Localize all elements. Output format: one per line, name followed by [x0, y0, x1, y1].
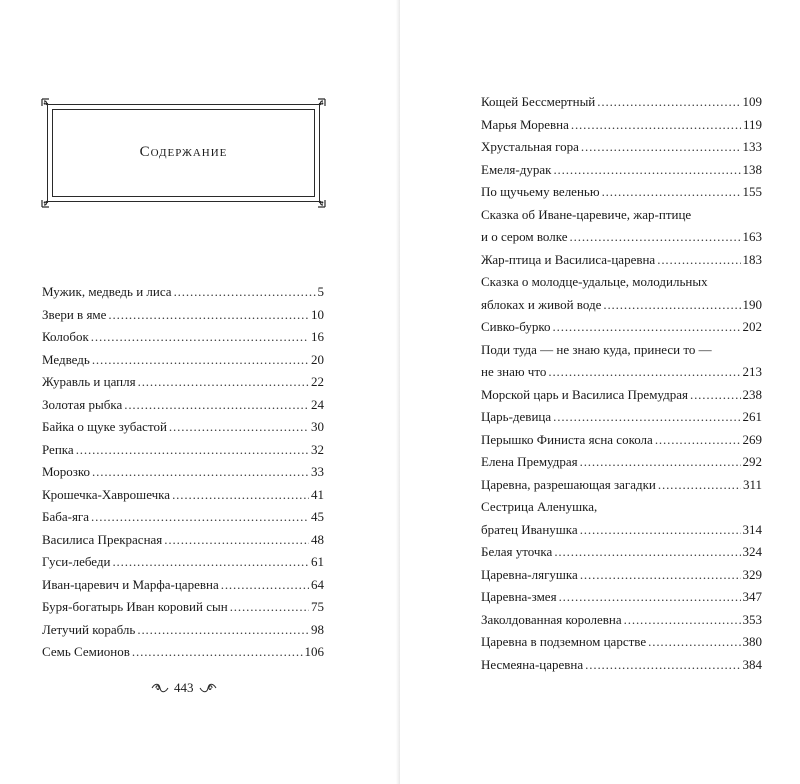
toc-entry	[42, 506, 324, 529]
toc-entry	[42, 281, 324, 304]
toc-entry	[481, 496, 762, 541]
dot-leader	[92, 461, 309, 484]
dot-leader	[91, 506, 309, 529]
toc-entry-page: 311	[742, 476, 762, 492]
dot-leader	[597, 91, 740, 114]
toc-entry	[42, 529, 324, 552]
toc-entry-title: Звери в яме	[42, 306, 107, 322]
toc-entry-title: яблоках и живой воде	[481, 296, 602, 312]
toc-entry	[481, 609, 762, 632]
toc-entry-row	[481, 631, 762, 654]
dot-leader	[571, 114, 741, 137]
toc-entry-page: 20	[311, 351, 324, 367]
toc-entry-title-line: Поди туда — не знаю куда, принеси то —	[481, 341, 712, 357]
dot-leader	[553, 316, 741, 339]
toc-entry-page: 163	[742, 229, 762, 244]
toc-entry	[481, 181, 762, 204]
toc-entry-title: Кощей Бессмертный	[481, 94, 596, 109]
toc-entry-page: 353	[742, 611, 762, 627]
toc-entry	[481, 586, 762, 609]
dot-leader	[230, 596, 309, 619]
toc-entry-row	[42, 439, 324, 462]
toc-entry-page: 138	[742, 161, 762, 177]
toc-entry-title: Баба-яга	[42, 509, 90, 524]
dot-leader	[648, 631, 740, 654]
toc-entry	[42, 641, 324, 664]
toc-entry-row	[42, 461, 324, 484]
toc-entry-title: Елена Премудрая	[481, 454, 578, 469]
dot-leader	[174, 281, 316, 304]
dot-leader	[137, 619, 309, 642]
toc-entry-row	[42, 619, 324, 642]
toc-entry	[481, 384, 762, 407]
toc-entry-row	[42, 596, 324, 619]
toc-entry-title: Летучий корабль	[42, 621, 136, 637]
toc-entry	[481, 631, 762, 654]
toc-entry-row	[481, 226, 762, 249]
dot-leader	[658, 474, 741, 497]
toc-entry	[481, 339, 762, 384]
toc-entry-page: 155	[742, 184, 762, 199]
toc-entry-title-line: Сказка о молодце-удальце, молодильных	[481, 274, 708, 289]
toc-entry-row	[42, 551, 324, 574]
corner-ornament-icon	[308, 190, 326, 208]
toc-entry-row	[481, 114, 762, 137]
toc-entry-page: 119	[742, 116, 762, 132]
corner-ornament-icon	[41, 98, 59, 116]
toc-entry	[481, 406, 762, 429]
toc-entry	[42, 439, 324, 462]
dot-leader	[91, 326, 309, 349]
toc-entry-row	[42, 484, 324, 507]
toc-entry	[42, 304, 324, 327]
toc-entry-row	[481, 181, 762, 204]
toc-entry	[42, 574, 324, 597]
toc-entry	[481, 136, 762, 159]
toc-entry-page: 292	[742, 454, 762, 469]
toc-entry	[42, 596, 324, 619]
toc-entry-row	[481, 451, 762, 474]
toc-entry-title: Заколдованная королевна	[481, 611, 622, 627]
toc-entry-row	[481, 406, 762, 429]
toc-entry-row	[481, 564, 762, 587]
dot-leader	[553, 159, 740, 182]
toc-entry	[481, 429, 762, 452]
toc-entry-row	[42, 641, 324, 664]
toc-entry-row	[481, 654, 762, 677]
toc-entry-page: 384	[742, 656, 762, 672]
toc-entry-title: Иван-царевич и Марфа-царевна	[42, 576, 219, 592]
toc-entry	[481, 114, 762, 137]
dot-leader	[581, 136, 741, 159]
toc-entry-title: Царевна-лягушка	[481, 566, 578, 582]
dot-leader	[655, 429, 741, 452]
toc-entry	[481, 204, 762, 249]
toc-entry-title: Царевна в подземном царстве	[481, 634, 647, 649]
toc-entry	[481, 654, 762, 677]
toc-entry	[42, 416, 324, 439]
toc-entry-title: Царь-девица	[481, 409, 552, 424]
flourish-left-icon	[150, 682, 170, 694]
toc-entry-title: не знаю что	[481, 364, 547, 379]
toc-entry	[42, 394, 324, 417]
dot-leader	[548, 361, 740, 384]
toc-entry	[42, 349, 324, 372]
toc-entry-title: Колобок	[42, 329, 89, 344]
toc-entry	[481, 271, 762, 316]
toc-entry-title: Царевна-змея	[481, 589, 557, 604]
toc-entry-title-line: Сестрица Аленушка,	[481, 499, 598, 514]
page-number-left	[150, 680, 218, 696]
dot-leader	[138, 371, 309, 394]
toc-entry-page: 61	[311, 554, 324, 569]
toc-entry	[42, 461, 324, 484]
toc-entry-row	[481, 361, 762, 384]
toc-entry-page: 269	[742, 431, 762, 447]
toc-entry-title: Медведь	[42, 351, 90, 367]
dot-leader	[124, 394, 309, 417]
toc-entry-page: 48	[311, 531, 324, 547]
toc-entry-title: Морской царь и Василиса Премудрая	[481, 386, 688, 402]
toc-entry-page: 109	[742, 94, 762, 109]
toc-entry-row	[481, 474, 762, 497]
toc-entry-row	[481, 316, 762, 339]
toc-entry-page: 64	[311, 576, 324, 592]
toc-entry-title: Крошечка-Хаврошечка	[42, 486, 171, 502]
toc-entry-title: Перышко Финиста ясна сокола	[481, 431, 653, 447]
toc-entry	[481, 451, 762, 474]
toc-entry	[481, 316, 762, 339]
toc-entry-page: 98	[311, 621, 324, 637]
toc-entry-title: Сивко-бурко	[481, 319, 551, 334]
toc-entry-row	[481, 541, 762, 564]
toc-entry-title: Репка	[42, 441, 74, 457]
dot-leader	[690, 384, 741, 407]
dot-leader	[570, 226, 741, 249]
toc-entry-title: Царевна, разрешающая загадки	[481, 476, 656, 492]
toc-entry-row	[42, 281, 324, 304]
toc-entry-title: Белая уточка	[481, 544, 553, 559]
toc-entry-row	[42, 506, 324, 529]
dot-leader	[580, 451, 741, 474]
toc-entry-row	[481, 91, 762, 114]
dot-leader	[580, 564, 741, 587]
toc-entry-row	[481, 429, 762, 452]
dot-leader	[169, 416, 309, 439]
toc-entry	[481, 159, 762, 182]
dot-leader	[172, 484, 309, 507]
toc-entry-title: Жар-птица и Василиса-царевна	[481, 251, 656, 267]
dot-leader	[112, 551, 309, 574]
toc-entry-row	[42, 349, 324, 372]
toc-entry-title: Морозко	[42, 464, 91, 479]
toc-entry-title: По щучьему веленью	[481, 184, 600, 199]
dot-leader	[164, 529, 309, 552]
toc-entry	[481, 541, 762, 564]
toc-entry-row	[481, 384, 762, 407]
toc-entry	[42, 484, 324, 507]
toc-entry-page: 41	[311, 486, 324, 502]
dot-leader	[580, 519, 741, 542]
toc-entry	[42, 619, 324, 642]
toc-entry-page: 190	[742, 296, 762, 312]
toc-entry-page: 202	[742, 319, 762, 334]
toc-entry-row	[481, 136, 762, 159]
toc-entry-row	[42, 394, 324, 417]
toc-entry-page: 324	[742, 544, 762, 559]
toc-entry-title: и о сером волке	[481, 229, 568, 244]
toc-entry-row	[481, 294, 762, 317]
dot-leader	[603, 294, 740, 317]
toc-entry-page: 380	[742, 634, 762, 649]
toc-entry-page: 347	[742, 589, 762, 604]
toc-entry	[481, 249, 762, 272]
toc-entry-row	[42, 416, 324, 439]
dot-leader	[602, 181, 741, 204]
toc-entry-page: 10	[311, 306, 324, 322]
toc-entry-title: Емеля-дурак	[481, 161, 552, 177]
toc-entry-page: 22	[311, 374, 324, 389]
toc-entry-page: 75	[311, 599, 324, 614]
toc-entry-page: 5	[317, 284, 324, 299]
dot-leader	[553, 406, 740, 429]
toc-entry-title: Байка о щуке зубастой	[42, 419, 167, 434]
toc-entry-page: 24	[311, 396, 324, 412]
dot-leader	[624, 609, 741, 632]
toc-entry-title: Хрустальная гора	[481, 139, 579, 154]
toc-entry	[481, 91, 762, 114]
corner-ornament-icon	[41, 190, 59, 208]
toc-entry-title: Марья Моревна	[481, 116, 569, 132]
toc-entry-page: 30	[311, 419, 324, 434]
toc-entry-row	[42, 574, 324, 597]
toc-entry-page: 261	[742, 409, 762, 424]
toc-entry-row	[42, 304, 324, 327]
toc-entry-row	[42, 529, 324, 552]
toc-entry	[481, 564, 762, 587]
dot-leader	[657, 249, 740, 272]
toc-entry	[42, 551, 324, 574]
toc-entry-title-line: Сказка об Иване-царевиче, жар-птице	[481, 206, 692, 222]
toc-entry-title: Василиса Прекрасная	[42, 531, 163, 547]
dot-leader	[76, 439, 309, 462]
toc-entry-page: 133	[742, 139, 762, 154]
toc-list-right	[481, 91, 762, 676]
toc-entry-title: Журавль и цапля	[42, 374, 136, 389]
dot-leader	[585, 654, 740, 677]
toc-entry-title: Несмеяна-царевна	[481, 656, 584, 672]
toc-entry-row	[481, 249, 762, 272]
toc-entry-page: 106	[304, 644, 324, 659]
dot-leader	[108, 304, 309, 327]
toc-entry-row	[42, 371, 324, 394]
toc-entry-title: Золотая рыбка	[42, 396, 123, 412]
toc-entry-page: 183	[742, 251, 762, 267]
toc-entry	[481, 474, 762, 497]
toc-entry-page: 32	[311, 441, 324, 457]
right-page	[400, 0, 800, 784]
dot-leader	[92, 349, 309, 372]
toc-entry-row	[481, 609, 762, 632]
folio-number: 443	[174, 680, 194, 695]
toc-entry-row	[481, 586, 762, 609]
toc-entry-page: 33	[311, 464, 324, 479]
flourish-right-icon	[198, 682, 218, 694]
dot-leader	[132, 641, 303, 664]
toc-entry-page: 238	[742, 386, 762, 402]
toc-entry	[42, 371, 324, 394]
toc-entry-title: Буря-богатырь Иван коровий сын	[42, 599, 228, 614]
toc-entry-row	[42, 326, 324, 349]
toc-entry-page: 16	[311, 329, 324, 344]
toc-entry-page: 213	[742, 364, 762, 379]
toc-entry-title: Мужик, медведь и лиса	[42, 284, 172, 299]
toc-entry-page: 314	[742, 521, 762, 537]
page-title: Содержание	[139, 144, 228, 160]
toc-entry-page: 329	[742, 566, 762, 582]
dot-leader	[221, 574, 309, 597]
corner-ornament-icon	[308, 98, 326, 116]
toc-entry-page: 45	[311, 509, 324, 524]
toc-entry-row	[481, 159, 762, 182]
toc-entry-title: Семь Семионов	[42, 644, 130, 659]
toc-entry-title: братец Иванушка	[481, 521, 578, 537]
toc-list-left	[42, 281, 324, 664]
toc-entry-row	[481, 519, 762, 542]
toc-entry	[42, 326, 324, 349]
toc-entry-title: Гуси-лебеди	[42, 554, 111, 569]
dot-leader	[554, 541, 740, 564]
heading-frame	[41, 98, 326, 208]
dot-leader	[559, 586, 741, 609]
